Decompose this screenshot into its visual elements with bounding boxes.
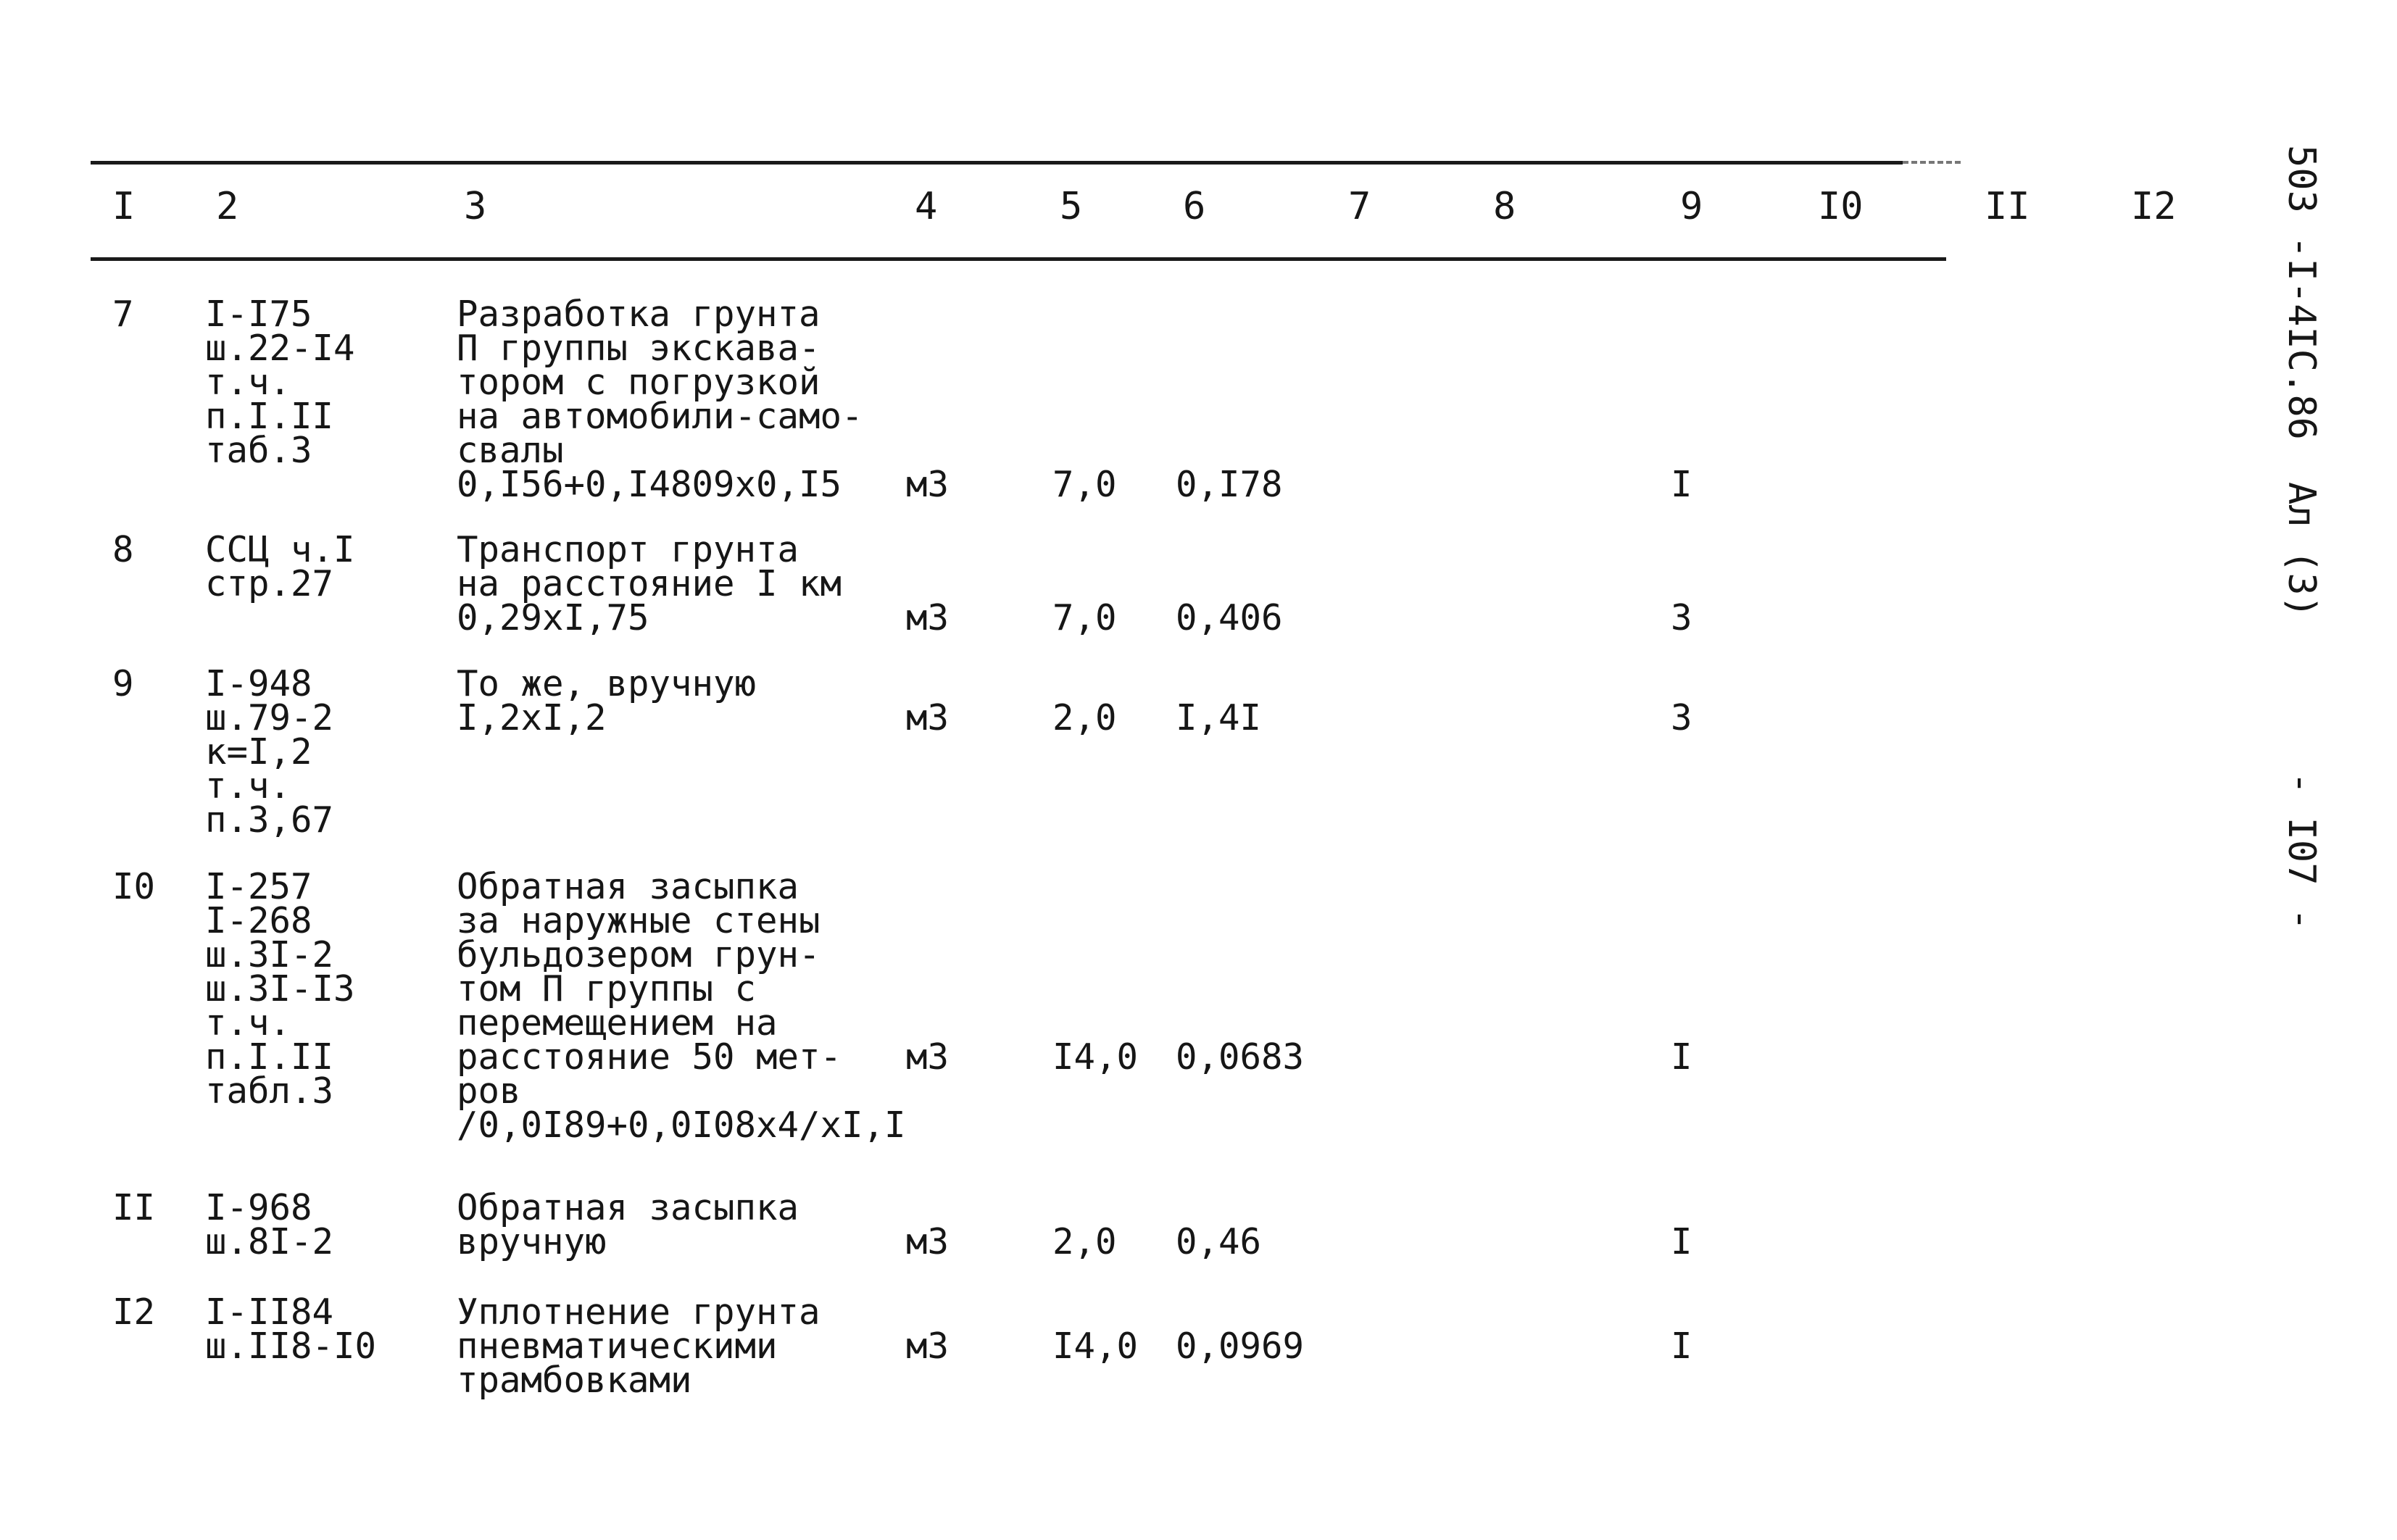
work-description-line: Обратная засыпка (457, 1187, 799, 1228)
norm-code-line: ш.3I-I3 (205, 968, 355, 1010)
work-description-line: /0,0I89+0,0I08x4/xI,I (457, 1104, 906, 1146)
work-description-line: I,2xI,2 (457, 697, 607, 738)
norm-code-line: п.3,67 (205, 799, 334, 841)
row-number: 8 (112, 529, 134, 570)
quantity-cell: 2,0 (1052, 697, 1117, 738)
row-number: 7 (112, 294, 134, 335)
row-number: II (112, 1187, 156, 1228)
side-album-label: Ал (3) (2280, 482, 2323, 618)
norm-code-line: I-II84 (205, 1291, 334, 1333)
col9-cell: I (1671, 1221, 1692, 1262)
norm-code-line: ш.79-2 (205, 697, 334, 738)
header-col-6: 6 (1183, 185, 1206, 228)
header-col-9: 9 (1680, 185, 1703, 228)
col9-cell: I (1671, 1036, 1692, 1078)
header-col-12: I2 (2131, 185, 2177, 228)
norm-code-line: I-268 (205, 900, 312, 941)
rate-cell: 0,0683 (1176, 1036, 1305, 1078)
header-col-5: 5 (1060, 185, 1083, 228)
work-description-line: Разработка грунта (457, 294, 821, 335)
work-description-line: ров (457, 1070, 521, 1112)
work-description-line: том П группы с (457, 968, 757, 1010)
unit-cell: м3 (906, 464, 950, 505)
rate-cell: 0,I78 (1176, 464, 1283, 505)
unit-cell: м3 (906, 597, 950, 638)
row-number: I2 (112, 1291, 156, 1333)
norm-code-line: I-I75 (205, 294, 312, 335)
work-description-line: То же, вручную (457, 663, 757, 704)
norm-code-line: т.ч. (205, 362, 291, 403)
rate-cell: 0,0969 (1176, 1325, 1305, 1367)
work-description-line: 0,29xI,75 (457, 597, 649, 638)
work-description-line: вручную (457, 1221, 607, 1262)
quantity-cell: 2,0 (1052, 1221, 1117, 1262)
work-description-line: Уплотнение грунта (457, 1291, 821, 1333)
header-col-4: 4 (915, 185, 938, 228)
norm-code-line: I-257 (205, 866, 312, 907)
norm-code-line: к=I,2 (205, 731, 312, 773)
norm-code-line: I-948 (205, 663, 312, 704)
unit-cell: м3 (906, 1325, 950, 1367)
quantity-cell: I4,0 (1052, 1325, 1139, 1367)
norm-code-line: ш.3I-2 (205, 934, 334, 975)
row-number: 9 (112, 663, 134, 704)
unit-cell: м3 (906, 1036, 950, 1078)
work-description-line: бульдозером грун- (457, 934, 821, 975)
norm-code-line: стр.27 (205, 563, 334, 604)
work-description-line: Обратная засыпка (457, 866, 799, 907)
work-description-line: тором с погрузкой (457, 362, 821, 403)
norm-code-line: ш.22-I4 (205, 328, 355, 369)
quantity-cell: 7,0 (1052, 464, 1117, 505)
work-description-line: на автомобили-само- (457, 396, 863, 437)
norm-code-line: I-968 (205, 1187, 312, 1228)
norm-code-line: табл.3 (205, 1070, 334, 1112)
header-col-1: I (112, 185, 136, 228)
work-description-line: за наружные стены (457, 900, 821, 941)
work-description-line: свалы (457, 430, 564, 471)
header-col-8: 8 (1493, 185, 1516, 228)
rate-cell: 0,406 (1176, 597, 1283, 638)
quantity-cell: I4,0 (1052, 1036, 1139, 1078)
header-top-rule-tail (1903, 161, 1961, 164)
rate-cell: I,4I (1176, 697, 1262, 738)
col9-cell: I (1671, 1325, 1692, 1367)
work-description-line: Транспорт грунта (457, 529, 799, 570)
header-col-10: I0 (1818, 185, 1864, 228)
work-description-line: перемещением на (457, 1002, 778, 1044)
col9-cell: 3 (1671, 697, 1692, 738)
header-col-3: 3 (464, 185, 487, 228)
work-description-line: П группы экскава- (457, 328, 821, 369)
norm-code-line: п.I.II (205, 1036, 334, 1078)
row-number: I0 (112, 866, 156, 907)
header-bottom-rule (91, 257, 1946, 261)
norm-code-line: т.ч. (205, 1002, 291, 1044)
norm-code-line: т.ч. (205, 765, 291, 807)
header-col-11: II (1985, 185, 2030, 228)
quantity-cell: 7,0 (1052, 597, 1117, 638)
norm-code-line: ш.8I-2 (205, 1221, 334, 1262)
side-document-code: 503 -I-4IC.86 (2280, 145, 2323, 440)
work-description-line: пневматическими (457, 1325, 778, 1367)
rate-cell: 0,46 (1176, 1221, 1262, 1262)
col9-cell: I (1671, 464, 1692, 505)
col9-cell: 3 (1671, 597, 1692, 638)
norm-code-line: п.I.II (205, 396, 334, 437)
side-page-number: - I07 - (2280, 772, 2323, 931)
header-top-rule (91, 161, 1903, 165)
unit-cell: м3 (906, 1221, 950, 1262)
norm-code-line: ССЦ ч.I (205, 529, 355, 570)
work-description-line: трамбовками (457, 1360, 692, 1401)
work-description-line: расстояние 50 мет- (457, 1036, 842, 1078)
work-description-line: 0,I56+0,I4809x0,I5 (457, 464, 842, 505)
unit-cell: м3 (906, 697, 950, 738)
header-col-7: 7 (1348, 185, 1371, 228)
work-description-line: на расстояние I км (457, 563, 842, 604)
norm-code-line: таб.3 (205, 430, 312, 471)
header-col-2: 2 (216, 185, 239, 228)
norm-code-line: ш.II8-I0 (205, 1325, 377, 1367)
